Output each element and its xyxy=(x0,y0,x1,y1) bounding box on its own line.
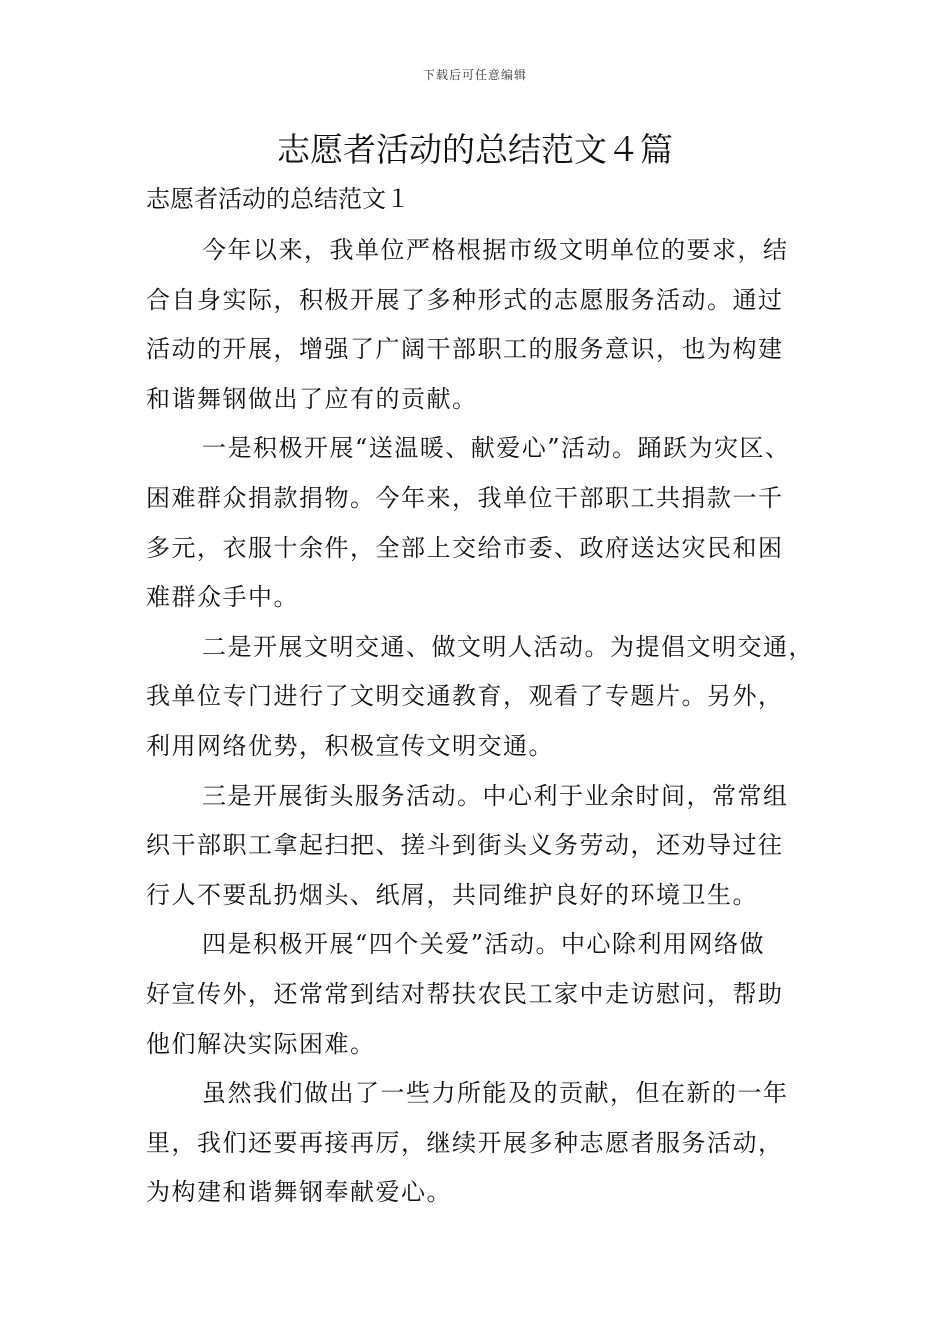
paragraph xyxy=(146,424,810,622)
section-heading: 志愿者活动的总结范文１ xyxy=(146,185,410,213)
paragraph xyxy=(146,772,810,921)
paragraph xyxy=(146,226,810,424)
text-line: 合自身实际，积极开展了多种形式的志愿服务活动。通过 xyxy=(146,285,784,314)
text-line: 行人不要乱扔烟头、纸屑，共同维护良好的环境卫生。 xyxy=(146,880,758,909)
text-line: 四是积极开展“四个关爱”活动。中心除利用网络做 xyxy=(202,930,766,959)
text-line: 今年以来，我单位严格根据市级文明单位的要求，结 xyxy=(202,236,789,264)
text-line: 二是开展文明交通、做文明人活动。为提倡文明交通， xyxy=(202,632,814,661)
text-line: 困难群众捐款捐物。今年来，我单位干部职工共捐款一千 xyxy=(146,483,784,512)
text-line: 活动的开展，增强了广阔干部职工的服务意识，也为构建 xyxy=(146,335,784,364)
text-line: 利用网络优势，积极宣传文明交通。 xyxy=(146,731,554,760)
paragraph xyxy=(146,920,810,1069)
text-line: 三是开展街头服务活动。中心利于业余时间，常常组 xyxy=(202,781,789,810)
text-line: 里，我们还要再接再厉，继续开展多种志愿者服务活动， xyxy=(146,1128,784,1157)
header-note: 下载后可任意编辑 xyxy=(422,68,527,82)
document-body xyxy=(146,226,814,1218)
text-line: 和谐舞钢做出了应有的贡献。 xyxy=(146,384,478,413)
paragraph xyxy=(146,1069,810,1218)
text-line: 他们解决实际困难。 xyxy=(146,1029,376,1058)
text-line: 织干部职工拿起扫把、搓斗到街头义务劳动，还劝导过往 xyxy=(146,831,784,860)
document-title: 志愿者活动的总结范文４篇 xyxy=(277,130,673,169)
text-line: 我单位专门进行了文明交通教育，观看了专题片。另外， xyxy=(146,682,784,711)
text-line: 虽然我们做出了一些力所能及的贡献，但在新的一年 xyxy=(202,1079,789,1108)
text-line: 难群众手中。 xyxy=(146,583,299,612)
text-line: 一是积极开展“送温暖、献爱心”活动。踊跃为灾区、 xyxy=(202,434,791,463)
text-line: 为构建和谐舞钢奉献爱心。 xyxy=(146,1178,452,1207)
text-line: 好宣传外，还常常到结对帮扶农民工家中走访慰问，帮助 xyxy=(146,979,784,1008)
paragraph xyxy=(146,623,814,772)
text-line: 多元，衣服十余件，全部上交给市委、政府送达灾民和困 xyxy=(146,533,784,562)
